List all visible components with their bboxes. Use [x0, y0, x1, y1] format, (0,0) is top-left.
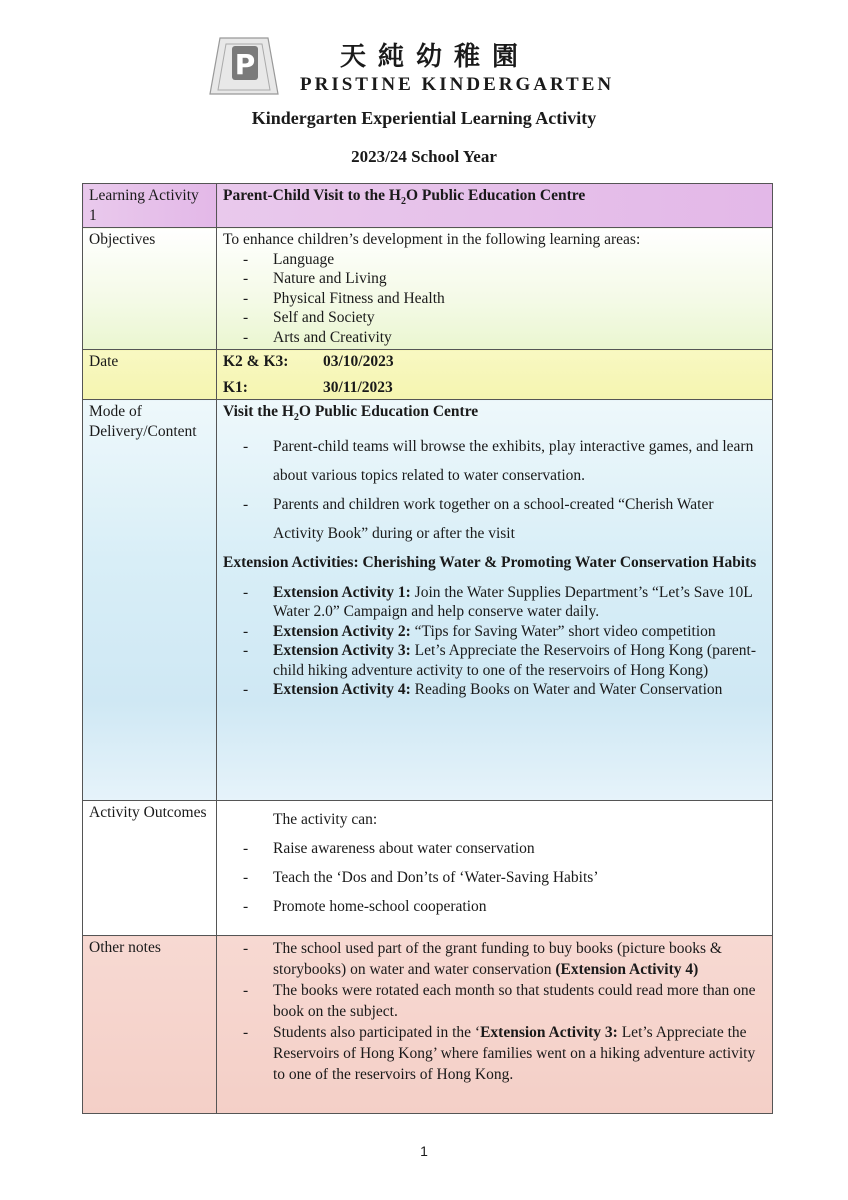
objectives-cell	[217, 228, 773, 350]
table-row-objectives	[83, 228, 773, 350]
date-group: K2 & K3:	[223, 353, 289, 370]
school-name-english: PRISTINE KINDERGARTEN	[300, 74, 615, 95]
list-item: - The school used part of the grant funding to buy books (picture books & storybooks) on water and water conservation (Extension Activity 4)	[243, 938, 766, 980]
list-item: - Students also participated in the ‘Extension Activity 3: Let’s Appreciate the Reservoirs of Hong Kong’ where families went on a hiking adventure activity to one of the reservoirs of Hong Kong.	[243, 1022, 766, 1085]
list-item: - Extension Activity 2: “Tips for Saving Water” short video competition	[243, 622, 766, 642]
date-value: 30/11/2023	[323, 378, 393, 396]
list-item: - Teach the ‘Dos and Don’ts of ‘Water-Saving Habits’	[243, 863, 766, 892]
outcomes-cell	[217, 801, 773, 936]
list-item: - The books were rotated each month so that students could read more than one book on the subject.	[243, 980, 766, 1022]
list-item: - Arts and Creativity	[243, 328, 766, 348]
activity-label: Learning Activity 1	[83, 184, 217, 228]
list-item: - Promote home-school cooperation	[243, 892, 766, 921]
outcomes-intro: The activity can:	[273, 811, 378, 828]
notes-list	[223, 938, 766, 1085]
objectives-label: Objectives	[83, 228, 217, 350]
outcomes-list	[223, 834, 766, 921]
page-number: 1	[420, 1143, 428, 1159]
mode-cell	[217, 400, 773, 801]
table-row-outcomes	[83, 801, 773, 936]
activity-table	[82, 183, 773, 1114]
date-cell	[217, 350, 773, 400]
notes-label: Other notes	[83, 936, 217, 1114]
table-row-activity	[83, 184, 773, 228]
table-row-notes	[83, 936, 773, 1114]
table-row-mode	[83, 400, 773, 801]
mode-label: Mode of Delivery/Content	[83, 400, 217, 801]
extension-list	[223, 583, 766, 700]
activity-title: Parent-Child Visit to the $H_2O$ Public Education Centre	[217, 184, 773, 228]
document-header	[0, 0, 848, 180]
objectives-intro: To enhance children’s development in the following learning areas:	[223, 231, 641, 248]
list-item: - Extension Activity 4: Reading Books on Water and Water Conservation	[243, 680, 766, 700]
list-item: - Physical Fitness and Health	[243, 289, 766, 309]
list-item: - Raise awareness about water conservation	[243, 834, 766, 863]
date-label: Date	[83, 350, 217, 400]
school-logo	[206, 32, 282, 96]
list-item: - Self and Society	[243, 308, 766, 328]
school-name-chinese: 天純幼稚園	[340, 42, 531, 72]
extension-heading: Extension Activities: Cherishing Water & Promoting Water Conservation Habits	[223, 553, 757, 571]
list-item: - Language	[243, 250, 766, 270]
date-group: K1:	[223, 378, 248, 396]
date-value: 03/10/2023	[323, 353, 394, 370]
document-subtitle: Kindergarten Experiential Learning Activity	[251, 108, 597, 128]
list-item: - Extension Activity 1: Join the Water Supplies Department’s “Let’s Save 10L Water 2.0” Campaign and help conserve water daily.	[243, 583, 766, 622]
logo-letter: P	[234, 48, 256, 81]
school-year: 2023/24 School Year	[351, 147, 497, 166]
list-item: - Parent-child teams will browse the exhibits, play interactive games, and learn about various topics related to water conservation.	[243, 432, 766, 490]
mode-heading: Visit the $H_2O$ Public Education Centre	[223, 403, 479, 424]
list-item: - Parents and children work together on a school-created “Cherish Water Activity Book” during or after the visit	[243, 490, 766, 548]
notes-cell	[217, 936, 773, 1114]
objectives-list	[223, 250, 766, 348]
mode-list	[223, 432, 766, 548]
outcomes-label: Activity Outcomes	[83, 801, 217, 936]
list-item: - Nature and Living	[243, 269, 766, 289]
list-item: - Extension Activity 3: Let’s Appreciate the Reservoirs of Hong Kong (parent-child hiking adventure activity to one of the reservoirs of Hong Kong)	[243, 641, 766, 680]
table-row-date	[83, 350, 773, 400]
